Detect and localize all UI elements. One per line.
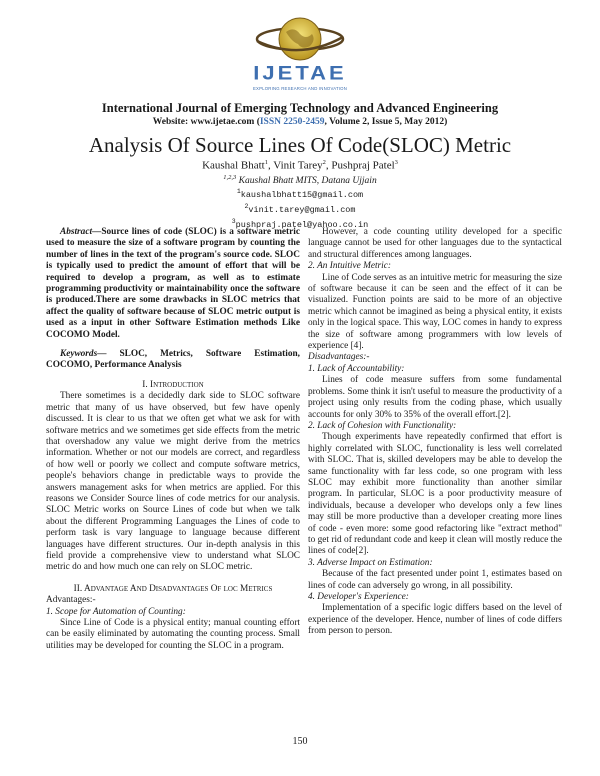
logo-text: IJETAE	[253, 61, 347, 84]
email-1[interactable]	[0, 186, 600, 201]
dis3-text: Because of the fact presented under point 1, estimates based on lines of code can adversely go wrong, in all possibility.	[308, 569, 562, 591]
dis2-heading: 2. Lack of Cohesion with Functionality:	[308, 420, 457, 431]
dis1-text: Lines of code measure suffers from some fundamental problems. Some think it isn't useful to measure the productivity of a project using only results from the coding phase, which usually accounts for only 30% to 35% of the overall effort.[2].	[308, 375, 562, 420]
author-1: Kaushal Bhatt	[202, 159, 265, 172]
email-3-text: pushpraj.patel@yahoo.co.in	[235, 219, 369, 230]
author-2: Vinit Tarey	[273, 159, 323, 172]
dis4-heading: 4. Developer's Experience:	[308, 592, 409, 602]
intro-heading: I. Introduction	[142, 379, 204, 390]
email-1-sup: 1	[236, 188, 241, 195]
abstract-label: Abstract—	[60, 227, 102, 237]
author-list: Kaushal Bhatt$^1$, Vinit Tarey$^2$, Pushpraj Patel$^3$	[202, 159, 398, 172]
dis1-heading: 1. Lack of Accountability:	[308, 363, 405, 374]
dis2-text: Though experiments have repeatedly confirmed that effort is highly correlated with SLOC, functionality is less well correlated with SLOC. That is, skilled developers may be able to develop the same functionality with far less code, so one program with less SLOC may exhibit more functionality than another similar program. In particular, SLOC is a poor productivity measure of individuals, because a developer who develops only a few lines may still be more productive than a developer creating more lines of code - even more: some good refactoring like "extract method" to get rid of redundant code and keep it clean will mostly reduce the lines of code[2].	[308, 432, 562, 557]
email-2-text: vinit.tarey@gmail.com	[248, 204, 356, 215]
affiliation	[0, 174, 600, 186]
page-number: 150	[292, 736, 308, 747]
issn: ISSN 2250-2459	[259, 117, 325, 127]
logo-tagline: EXPLORING RESEARCH AND INNOVATION	[252, 86, 348, 91]
intro-text: There sometimes is a decidedly dark side to SLOC software metric that many of us have observed, but few have openly discussed. It is clear to us that we often get what we ask for with software metrics and we sometimes get side effects from the metric that overshadow any value we might derive from the metrics information. Whether or not our models are correct, and regardless of how well or poorly we collect and compute software metrics, people's behaviors change in predictable ways to provide the answers management asks for when metrics are applied. For this reasons we Consider Source lines of code metrics for our analysis. SLOC Metric works on Source Lines of code but when we talk about the different Programming Languages the Lines of code to perform task is vary language to language because different languages have different structures. Our in-depth analysis in this field provide a comprehensive view to understand what SLOC metric do and how much one can rely on SLOC metric.	[46, 391, 300, 573]
left-column	[46, 227, 300, 652]
keywords	[46, 349, 300, 372]
abstract-text: Source lines of code (SLOC) is a software metric used to measure the size of a software program by counting the number of lines in the text of the program's source code. SLOC is typically used to predict the amount of effort that will be required to develop a program, as well as to estimate programming productivity or maintainability once the software is produced.There are some drawbacks in SLOC metrics that affect the quality of software because of SLOC metric output is used as a input in other Software Estimation methods Like COCOMO Model.	[46, 227, 300, 340]
adv1-heading: 1. Scope for Automation of Counting:	[46, 606, 186, 617]
author-1-sup: 1	[264, 159, 268, 166]
adv1-text: Since Line of Code is a physical entity; manual counting effort can be easily eliminated by automating the counting process. Small utilities may be developed for counting the SLOC in a program.	[46, 618, 300, 651]
email-1-text: kaushalbhatt15@gmail.com	[240, 189, 364, 200]
dis4-text: Implementation of a specific logic differs based on the level of experience of the developer. Hence, number of lines of code differs from person to person.	[308, 603, 562, 637]
email-3-sup: 3	[231, 217, 236, 225]
abstract	[46, 227, 300, 341]
keywords-label: Keywords—	[60, 349, 107, 360]
email-2[interactable]	[0, 201, 600, 216]
disadvantages-label: Disadvantages:-	[308, 352, 370, 363]
email-list	[0, 186, 600, 230]
section-2-heading: II. Advantage And Disadvantages Of loc Metrics	[73, 583, 273, 594]
website-prefix: Website: www.ijetae.com (	[152, 117, 260, 127]
affiliation-sup: 1,2,3	[223, 174, 237, 181]
author-2-sup: 2	[322, 159, 326, 166]
adv2-text: Line of Code serves as an intuitive metric for measuring the size of software because it can be seen and the effect of it can be visualized. Function points are said to be more of an objective metric which cannot be imagined as being a physical entity, it exists only in the logical space. This way, LOC comes in handy to express the size of software among programmers with low levels of experience [4].	[308, 272, 562, 352]
adv2-heading: 2. An Intuitive Metric:	[308, 261, 391, 272]
keywords-text: SLOC, Metrics, Software Estimation, COCOMO, Performance Analysis	[46, 349, 300, 371]
adv1-continued-text: However, a code counting utility developed for a specific language cannot be used for other languages due to the syntactical and structural differences among languages.	[308, 227, 562, 260]
paper-title: Analysis Of Source Lines Of Code(SLOC) Metric	[88, 133, 512, 157]
right-column	[308, 227, 562, 638]
journal-logo	[240, 6, 360, 98]
journal-website	[0, 117, 600, 127]
journal-name: International Journal of Emerging Technology and Advanced Engineering	[101, 101, 499, 115]
dis3-heading: 3. Adverse Impact on Estimation:	[308, 557, 433, 568]
email-2-sup: 2	[244, 202, 249, 210]
website-suffix: , Volume 2, Issue 5, May 2012)	[324, 117, 448, 127]
advantages-label: Advantages:-	[46, 595, 96, 606]
author-3-sup: 3	[394, 159, 398, 166]
author-3: Pushpraj Patel	[331, 159, 395, 172]
affiliation-text: Kaushal Bhatt MITS, Datana Ujjain	[238, 176, 377, 187]
